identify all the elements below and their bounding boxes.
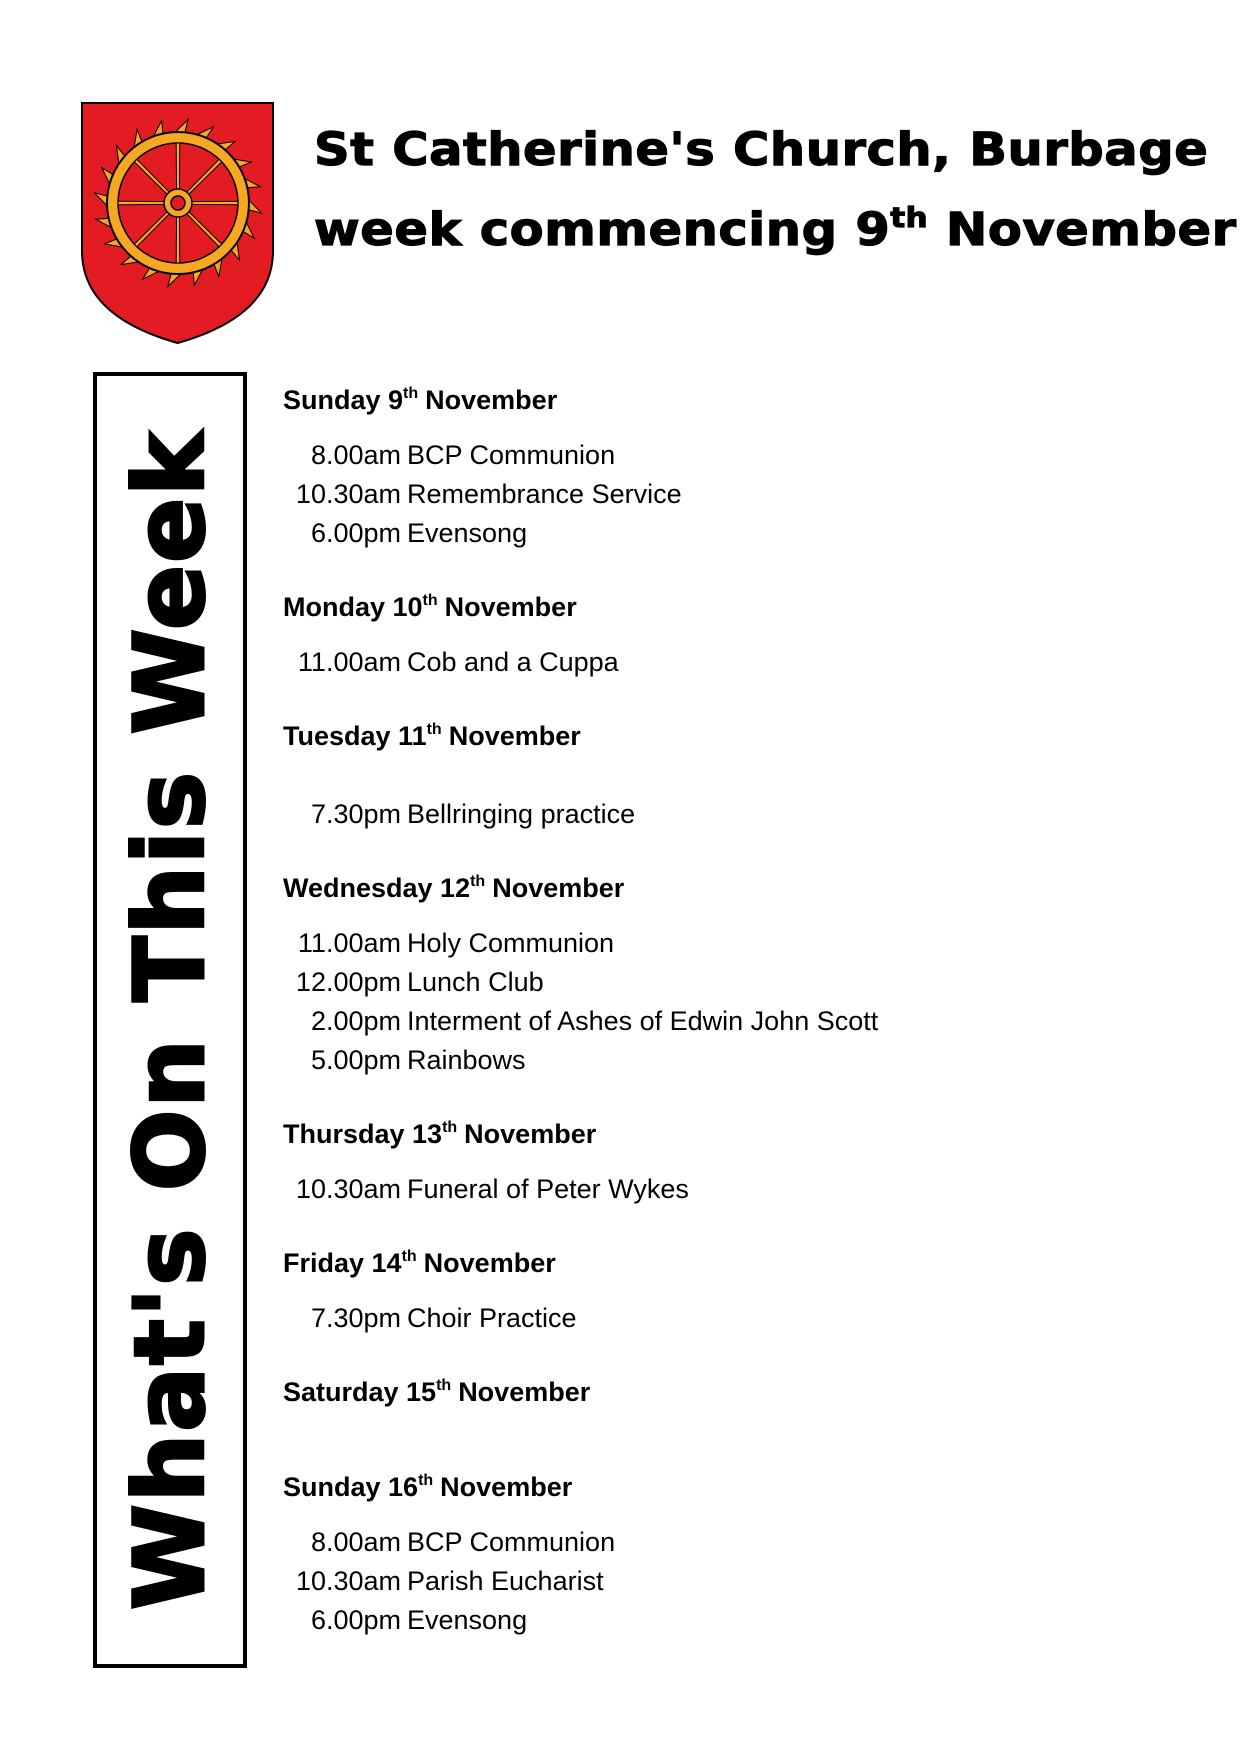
week-prefix: week commencing 9 [314, 203, 891, 256]
event-description: Remembrance Service [407, 479, 682, 509]
day-name: Friday 14 [283, 1248, 402, 1278]
event-time: 11.00am [297, 647, 401, 677]
day-month: November [440, 1472, 573, 1502]
day-block [283, 868, 1213, 1080]
event-row [283, 475, 1213, 514]
day-name: Sunday 16 [283, 1472, 419, 1502]
event-time: 10.30am [295, 1174, 401, 1204]
event-row [283, 924, 1213, 963]
day-month: November [444, 592, 577, 622]
day-ordinal: th [418, 1472, 434, 1489]
page-header [314, 110, 1237, 270]
day-heading [283, 868, 1213, 908]
event-description: Funeral of Peter Wykes [407, 1174, 689, 1204]
day-ordinal: th [403, 385, 419, 402]
weekly-schedule [283, 380, 1213, 1640]
day-name: Wednesday 12 [283, 873, 471, 903]
catherine-wheel-shield-icon [80, 101, 275, 345]
day-name: Saturday 15 [283, 1377, 437, 1407]
day-heading [283, 1243, 1213, 1283]
event-time: 6.00pm [310, 518, 401, 548]
day-month: November [464, 1119, 597, 1149]
event-description: Lunch Club [407, 967, 544, 997]
event-description: Rainbows [407, 1045, 526, 1075]
event-row [283, 436, 1213, 475]
day-block [283, 587, 1213, 682]
day-block [283, 380, 1213, 553]
event-row [283, 795, 1213, 834]
day-block [283, 1467, 1213, 1640]
day-heading [283, 716, 1213, 756]
event-row [283, 1002, 1213, 1041]
week-ordinal: th [890, 201, 929, 234]
day-ordinal: th [426, 721, 442, 738]
event-description: BCP Communion [407, 440, 616, 470]
event-description: Cob and a Cuppa [407, 647, 619, 677]
event-time: 6.00pm [310, 1605, 401, 1635]
event-row [283, 1523, 1213, 1562]
event-description: Evensong [407, 518, 528, 548]
week-commencing [314, 190, 1240, 270]
day-heading [283, 1372, 1213, 1412]
event-row [283, 1170, 1213, 1209]
event-row [283, 514, 1213, 553]
day-month: November [458, 1377, 591, 1407]
day-ordinal: th [401, 1248, 417, 1265]
event-time: 7.30pm [310, 799, 401, 829]
event-row [283, 963, 1213, 1002]
day-heading [283, 380, 1213, 420]
event-row [283, 1041, 1213, 1080]
church-name: St Catherine's Church, Burbage [314, 123, 1209, 176]
event-description: BCP Communion [407, 1527, 616, 1557]
day-name: Thursday 13 [283, 1119, 443, 1149]
day-ordinal: th [436, 1377, 452, 1394]
event-time: 5.00pm [310, 1045, 401, 1075]
day-ordinal: th [442, 1119, 458, 1136]
event-description: Parish Eucharist [407, 1566, 604, 1596]
whats-on-banner [93, 372, 247, 1668]
event-row [283, 1601, 1213, 1640]
event-description: Choir Practice [407, 1303, 577, 1333]
event-row [283, 643, 1213, 682]
day-heading [283, 587, 1213, 627]
event-time: 10.30am [295, 1566, 401, 1596]
day-block [283, 1114, 1213, 1209]
day-ordinal: th [470, 873, 486, 890]
event-description: Bellringing practice [407, 799, 636, 829]
event-time: 10.30am [295, 479, 401, 509]
day-block [283, 1243, 1213, 1338]
day-heading [283, 1114, 1213, 1154]
day-name: Tuesday 11 [283, 721, 427, 751]
event-description: Holy Communion [407, 928, 615, 958]
day-name: Monday 10 [283, 592, 423, 622]
event-time: 11.00am [297, 928, 401, 958]
day-name: Sunday 9 [283, 385, 404, 415]
day-block [283, 716, 1213, 834]
event-time: 8.00am [310, 440, 401, 470]
event-time: 2.00pm [310, 1006, 401, 1036]
day-month: November [425, 385, 558, 415]
week-month: November [945, 203, 1237, 256]
event-row [283, 1299, 1213, 1338]
event-time: 12.00pm [295, 967, 401, 997]
event-time: 8.00am [310, 1527, 401, 1557]
day-ordinal: th [422, 592, 438, 609]
event-description: Evensong [407, 1605, 528, 1635]
day-block [283, 1372, 1213, 1412]
event-row [283, 1562, 1213, 1601]
event-description: Interment of Ashes of Edwin John Scott [407, 1006, 879, 1036]
event-time: 7.30pm [310, 1303, 401, 1333]
day-month: November [448, 721, 581, 751]
day-heading [283, 1467, 1213, 1507]
day-month: November [423, 1248, 556, 1278]
whats-on-title: What's On This Week [114, 429, 226, 1611]
day-month: November [492, 873, 625, 903]
